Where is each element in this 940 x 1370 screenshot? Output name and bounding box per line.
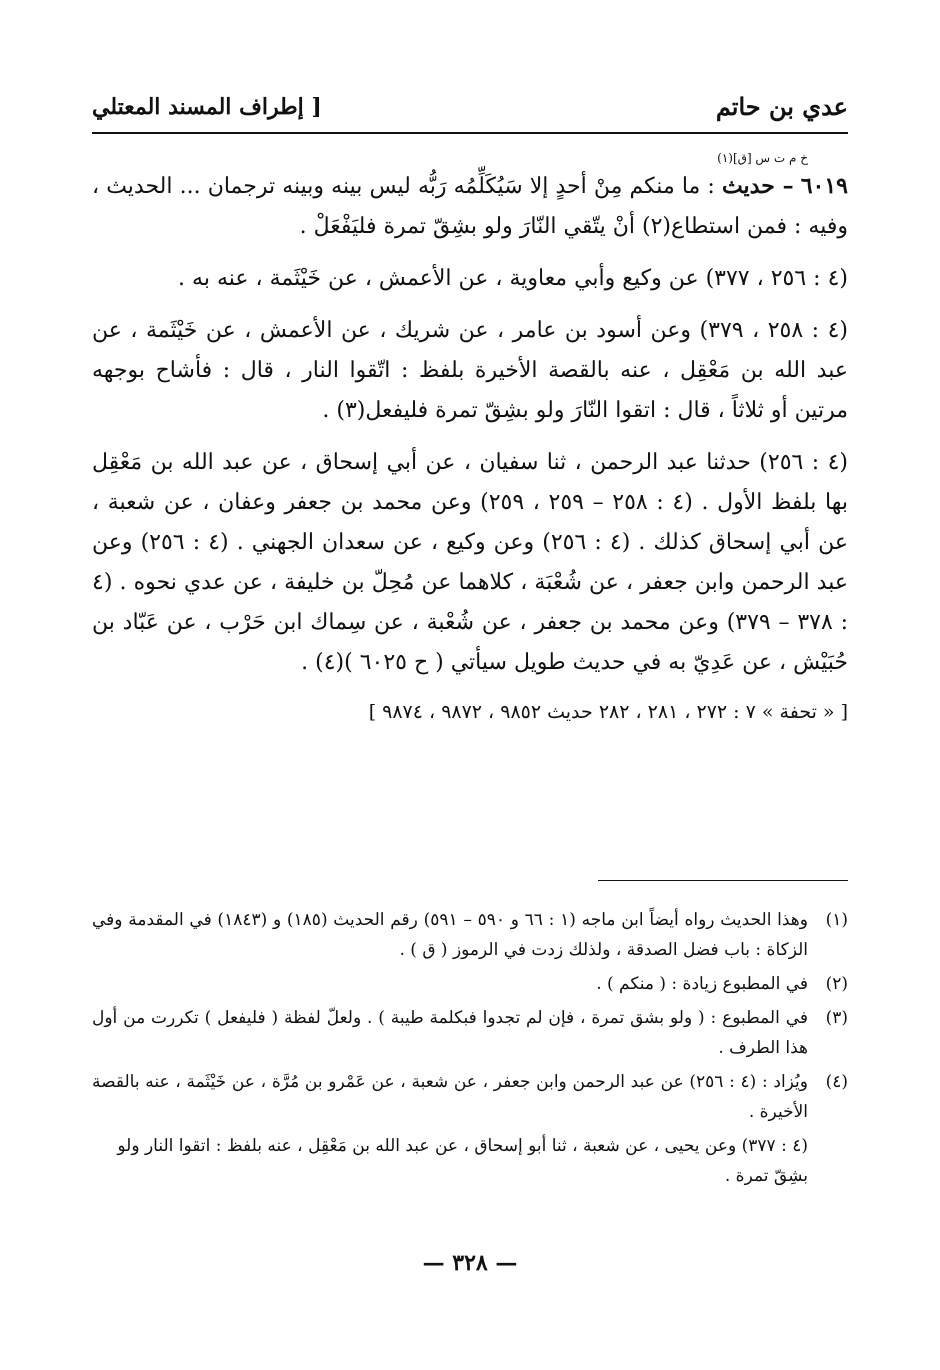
footnote-text: وهذا الحديث رواه أيضاً ابن ماجه (١ : ٦٦ و ٥٩٠ – ٥٩١) رقم الحديث (١٨٥) و (١٨٤٣) في المقدمة وفي الزكاة : باب فضل الصدقة ، ولذلك زدت في الرموز ( ق ) . [92, 910, 808, 960]
narration-paragraph-2: (٤ : ٢٥٨ ، ٣٧٩) وعن أسود بن عامر ، عن شريك ، عن الأعمش ، عن خَيْثَمة ، عن عبد الله بن مَعْقِل ، عنه بالقصة الأخيرة بلفظ : اتّقوا النار ، قال : فأشاح بوجهه مرتين أو ثلاثاً ، قال : اتقوا النّارَ ولو بشِقّ تمرة فليفعل(٣) . [92, 318, 849, 423]
hadith-entry [92, 166, 848, 247]
footnote-number: (٣) [825, 1008, 848, 1028]
footnote-text: في المطبوع زيادة : ( منكم ) . [596, 974, 808, 994]
footnote-text: في المطبوع : ( ولو بشق تمرة ، فإن لم تجدوا فبكلمة طيبة ) . ولعلّ لفظة ( فليفعل ) تكررت من أول هذا الطرف . [92, 1008, 808, 1058]
narration-paragraph-1: (٤ : ٢٥٦ ، ٣٧٧) عن وكيع وأبي معاوية ، عن الأعمش ، عن خَيْثَمة ، عنه به . [178, 266, 848, 291]
header-title-left: [ إطراف المسند المعتلي [92, 94, 322, 120]
footnotes [92, 905, 848, 1191]
hadith-text: : ما منكم مِنْ أحدٍ إلا سَيُكَلِّمُه رَبُّه ليس بينه وبينه ترجمان ... الحديث ، وفيه : فمن استطاع(٢) أنْ يتّقي النّارَ ولو بشِقّ تمرة فليَفْعَلْ . [92, 174, 848, 239]
page-number: — ٣٢٨ — [422, 1250, 518, 1276]
hadith-number: ٦٠١٩ [800, 173, 848, 199]
footnote-number: (١) [825, 910, 848, 930]
narration-paragraph-3: (٤ : ٢٥٦) حدثنا عبد الرحمن ، ثنا سفيان ، عن أبي إسحاق ، عن عبد الله بن مَعْقِل بها بلفظ الأول . (٤ : ٢٥٨ – ٢٥٩ ، ٢٥٩) وعن محمد بن جعفر وعفان ، عن شعبة ، عن أبي إسحاق كذلك . (٤ : ٢٥٦) وعن وكيع ، عن سعدان الجهني . (٤ : ٢٥٦) وعن عبد الرحمن وابن جعفر ، عن شُعْبَة ، كلاهما عن مُحِلّ بن خليفة ، عن عدي نحوه . (٤ : ٣٧٨ – ٣٧٩) وعن محمد بن جعفر ، عن شُعْبة ، عن سِماك ابن حَرْب ، عن عَبّاد بن حُبَيْش ، عن عَدِيّ به في حديث طويل سيأتي ( ح ٦٠٢٥ )(٤) . [92, 450, 849, 675]
footnote-4 [92, 1067, 848, 1127]
source-marks: خ م ت س [ق](١) [717, 151, 808, 165]
footnote-3 [92, 1003, 848, 1063]
main-text [92, 150, 848, 727]
footnote-4-continuation: (٤ : ٣٧٧) وعن يحيى ، عن شعبة ، ثنا أبو إسحاق ، عن عبد الله بن مَعْقِل ، عنه بلفظ : اتقوا النار ولو بشِقّ تمرة . [117, 1136, 808, 1186]
footnote-text: ويُزاد : (٤ : ٢٥٦) عن عبد الرحمن وابن جعفر ، عن شعبة ، عن عَمْرو بن مُرَّة ، عن خَيْثَمة ، عنه بالقصة الأخيرة . [92, 1072, 808, 1122]
header-title-right: عدي بن حاتم [715, 92, 848, 121]
running-header [92, 92, 848, 134]
footnote-divider [598, 880, 848, 881]
footnote-2 [92, 969, 848, 999]
footnote-number: (٢) [825, 974, 848, 994]
footnote-number: (٤) [825, 1072, 848, 1092]
tuhfa-reference: [ « تحفة » ٧ : ٢٧٢ ، ٢٨١ ، ٢٨٢ حديث ٩٨٥٢ ، ٩٨٧٢ ، ٩٨٧٤ ] [368, 701, 848, 723]
footnote-1 [92, 905, 848, 965]
hadith-keyword: – حديث [721, 173, 794, 199]
